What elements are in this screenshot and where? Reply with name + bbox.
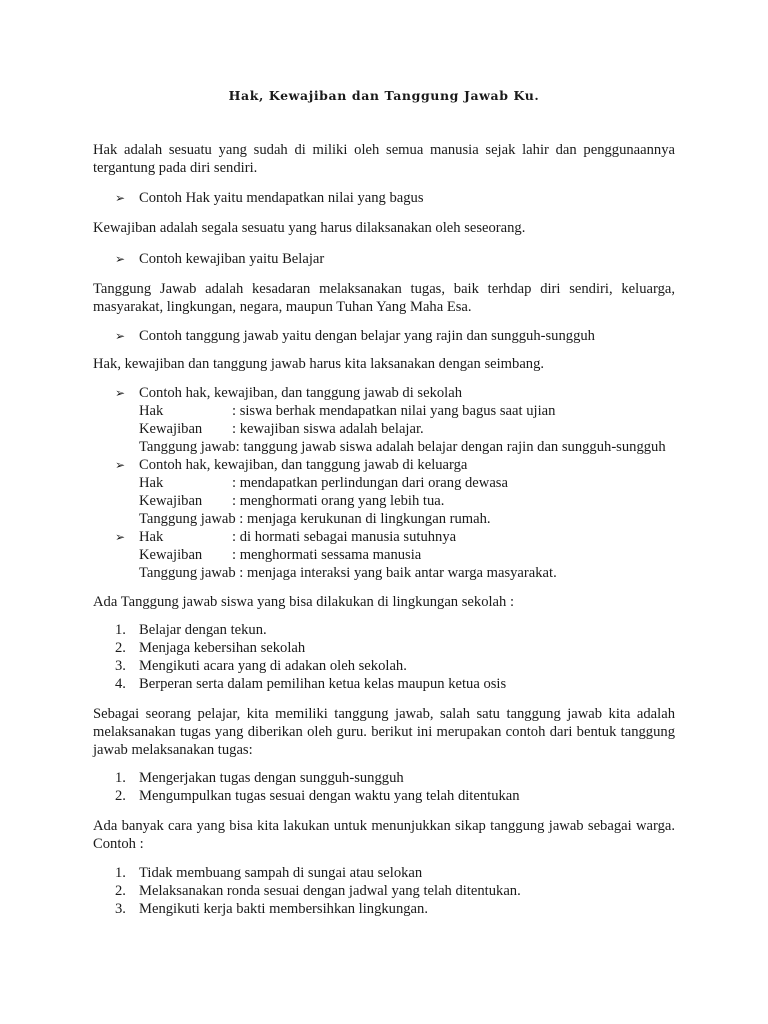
list-item: 2. Mengumpulkan tugas sesuai dengan waktu yang telah ditentukan xyxy=(115,788,520,804)
list-item: 3. Mengikuti kerja bakti membersihkan lingkungan. xyxy=(115,901,428,917)
example-row-kewajiban: Kewajiban : menghormati orang yang lebih tua. xyxy=(139,493,445,509)
paragraph-kewajiban: Kewajiban adalah segala sesuatu yang harus dilaksanakan oleh seseorang. xyxy=(93,220,526,236)
list-item: 1. Mengerjakan tugas dengan sungguh-sungguh xyxy=(115,770,404,786)
document-body xyxy=(93,141,675,918)
example-row-hak: Hak : mendapatkan perlindungan dari orang dewasa xyxy=(139,475,508,491)
list-item: 1. Tidak membuang sampah di sungai atau selokan xyxy=(115,865,423,881)
arrow-bullet-icon: ➢ xyxy=(115,458,126,472)
example-row-tanggung-jawab: Tanggung jawab: tanggung jawab siswa adalah belajar dengan rajin dan sungguh-sungguh xyxy=(139,439,666,455)
list-item: 4. Berperan serta dalam pemilihan ketua kelas maupun ketua osis xyxy=(115,676,507,692)
numbered-list-warga xyxy=(93,864,675,918)
example-row-tanggung-jawab: Tanggung jawab : menjaga kerukunan di lingkungan rumah. xyxy=(139,511,491,527)
example-row-hak: Hak : siswa berhak mendapatkan nilai yang bagus saat ujian xyxy=(139,403,556,419)
example-masyarakat xyxy=(115,528,675,582)
example-heading: Contoh hak, kewajiban, dan tanggung jawab di keluarga xyxy=(139,457,468,473)
paragraph-hak: Hak adalah sesuatu yang sudah di miliki oleh semua manusia sejak lahir dan penggunaannya tergantung pada diri sendiri. xyxy=(93,142,675,176)
paragraph-tj-sekolah: Ada Tanggung jawab siswa yang bisa dilakukan di lingkungan sekolah : xyxy=(93,594,515,610)
list-item: 2. Menjaga kebersihan sekolah xyxy=(115,640,306,656)
paragraph-pelajar: Sebagai seorang pelajar, kita memiliki tanggung jawab, salah satu tanggung jawab kita adalah melaksanakan tugas yang diberikan oleh guru. berikut ini merupakan contoh dari bentuk tanggung jawab melaksanakan tugas: xyxy=(93,706,675,758)
example-row-kewajiban: Kewajiban : kewajiban siswa adalah belajar. xyxy=(139,421,424,437)
arrow-bullet-icon: ➢ xyxy=(115,191,126,205)
arrow-bullet-icon: ➢ xyxy=(115,386,126,400)
arrow-bullet-icon: ➢ xyxy=(115,329,126,343)
bullet-contoh-kewajiban: ➢ Contoh kewajiban yaitu Belajar xyxy=(115,251,325,267)
bullet-contoh-tanggung-jawab: ➢ Contoh tanggung jawab yaitu dengan belajar yang rajin dan sungguh-sungguh xyxy=(115,328,595,344)
list-item: 3. Mengikuti acara yang di adakan oleh sekolah. xyxy=(115,658,407,674)
list-item: 2. Melaksanakan ronda sesuai dengan jadwal yang telah ditentukan. xyxy=(115,883,521,899)
paragraph-warga: Ada banyak cara yang bisa kita lakukan untuk menunjukkan sikap tanggung jawab sebagai warga. Contoh : xyxy=(93,818,675,852)
arrow-bullet-icon: ➢ xyxy=(115,530,126,544)
paragraph-seimbang: Hak, kewajiban dan tanggung jawab harus kita laksanakan dengan seimbang. xyxy=(93,356,545,372)
example-keluarga xyxy=(115,456,675,528)
list-item: 1. Belajar dengan tekun. xyxy=(115,622,267,638)
example-heading: Contoh hak, kewajiban, dan tanggung jawab di sekolah xyxy=(139,385,463,401)
example-row-kewajiban: Kewajiban : menghormati sessama manusia xyxy=(139,547,422,563)
example-sekolah xyxy=(115,384,675,456)
paragraph-tanggung-jawab: Tanggung Jawab adalah kesadaran melaksanakan tugas, baik terhdap diri sendiri, keluarga, masyarakat, lingkungan, negara, maupun Tuhan Yang Maha Esa. xyxy=(93,281,675,315)
numbered-list-sekolah xyxy=(93,621,675,693)
example-row-tanggung-jawab: Tanggung jawab : menjaga interaksi yang baik antar warga masyarakat. xyxy=(139,565,557,581)
document-title: Hak, Kewajiban dan Tanggung Jawab Ku. xyxy=(228,88,540,103)
example-row-hak: Hak : di hormati sebagai manusia sutuhnya xyxy=(139,529,457,545)
bullet-contoh-hak: ➢ Contoh Hak yaitu mendapatkan nilai yang bagus xyxy=(115,190,424,206)
numbered-list-tugas xyxy=(93,769,675,805)
arrow-bullet-icon: ➢ xyxy=(115,252,126,266)
